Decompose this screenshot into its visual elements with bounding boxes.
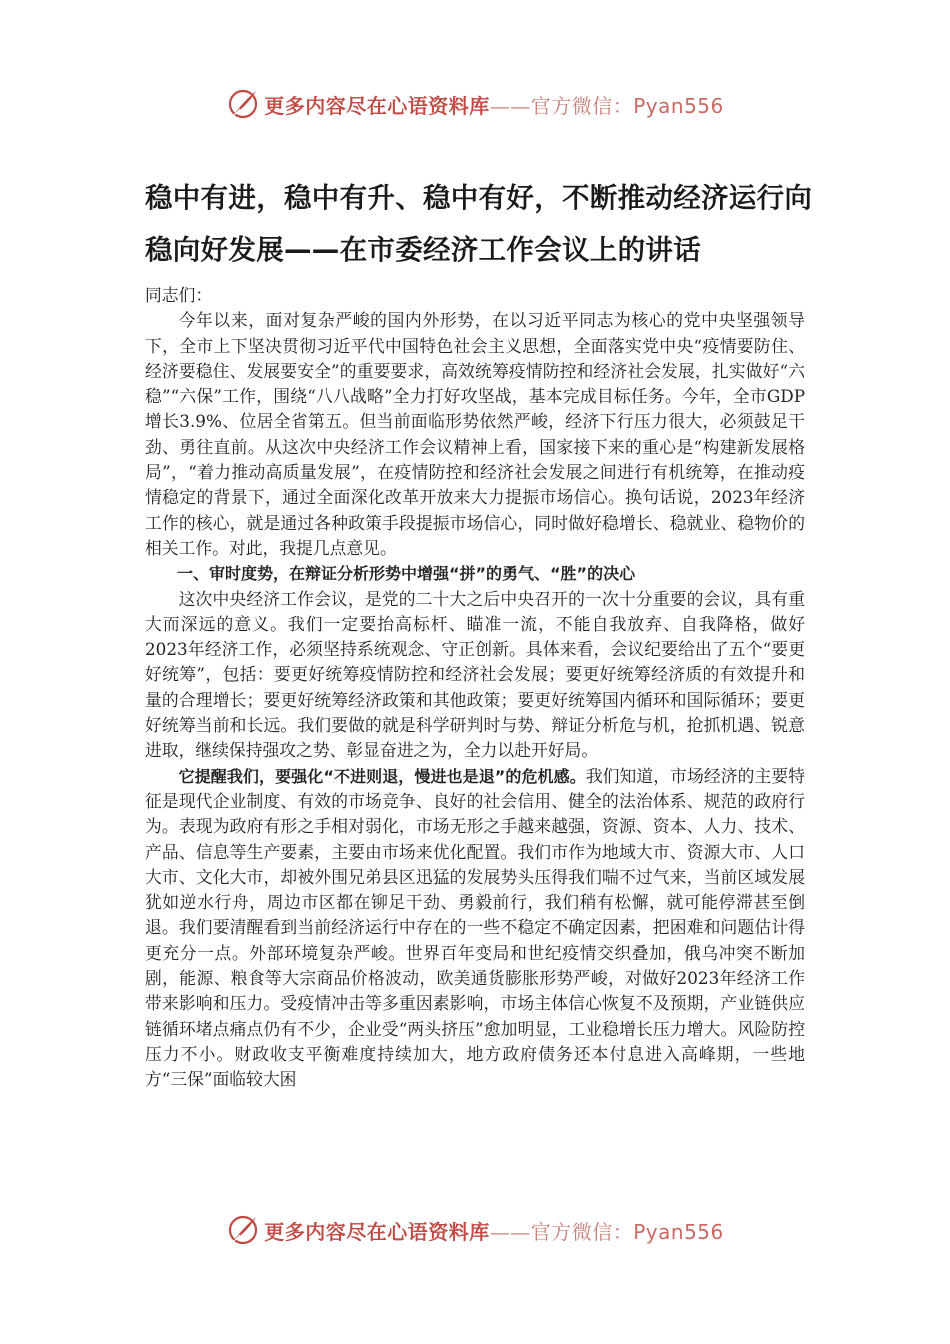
footer-banner [0,1210,950,1250]
feather-pen-logo-icon [226,87,260,121]
banner-dash: —— [489,93,531,118]
paragraph-crisis [145,764,805,1093]
paragraph-meeting: 这次中央经济工作会议，是党的二十大之后中央召开的一次十分重要的会议，具有重大而深远的意义。我们一定要抬高标杆、瞄准一流，不能自我放弃、自我降格，做好2023年经济工作，必须坚持系统观念、守正创新。具体来看，会议纪要给出了五个“要更好统筹”，包括：要更好统筹疫情防控和经济社会发展；要更好统筹经济质的有效提升和量的合理增长；要更好统筹经济政策和其他政策；要更好统筹国内循环和国际循环；要更好统筹当前和长远。我们要做的就是科学研判时与势、辩证分析危与机，抢抓机遇、锐意进取，继续保持强攻之势、彰显奋进之为，全力以赴开好局。 [145,588,805,761]
document-body [145,283,805,1093]
banner-brand: 更多内容尽在心语资料库 [264,93,490,118]
paragraph-intro: 今年以来，面对复杂严峻的国内外形势，在以习近平同志为核心的党中央坚强领导下，全市上下坚决贯彻习近平代中国特色社会主义思想，全面落实党中央“疫情要防住、经济要稳住、发展要安全”的重要要求，高效统筹疫情防控和经济社会发展，扎实做好“六稳”“六保”工作，围绕“八八战略”全力打好攻坚战，基本完成目标任务。今年，全市GDP增长3.9%、位居全省第五。但当前面临形势依然严峻，经济下行压力很大，必须鼓足干劲、勇往直前。从这次中央经济工作会议精神上看，国家接下来的重心是“构建新发展格局”，“着力推动高质量发展”，在疫情防控和经济社会发展之间进行有机统筹，在推动疫情稳定的背景下，通过全面深化改革开放来大力提振市场信心。换句话说，2023年经济工作的核心，就是通过各种政策手段提振市场信心，同时做好稳增长、稳就业、稳物价的相关工作。对此，我提几点意见。 [145,310,805,558]
document-title: 稳中有进，稳中有升、稳中有好，不断推动经济运行向稳向好发展——在市委经济工作会议上的讲话 [145,182,813,266]
section-heading-1: 一、审时度势，在辩证分析形势中增强“拼”的勇气、“胜”的决心 [177,564,636,584]
banner-text [264,90,724,119]
banner-wechat-id: Pyan556 [633,1219,724,1244]
banner-dash: —— [489,1219,531,1244]
banner-official: 官方微信： [530,93,634,118]
salutation: 同志们： [145,285,213,305]
paragraph-crisis-text: 我们知道，市场经济的主要特征是现代企业制度、有效的市场竞争、良好的社会信用、健全的法治体系、规范的政府行为。表现为政府有形之手相对弱化，市场无形之手越来越强，资源、资本、人力、技术、产品、信息等生产要素，主要由市场来优化配置。我们市作为地域大市、资源大市、人口大市、文化大市，却被外围兄弟县区迅猛的发展势头压得我们喘不过气来，当前区域发展犹如逆水行舟，周边市区都在铆足干劲、勇毅前行，我们稍有松懈，就可能停滞甚至倒退。我们要清醒看到当前经济运行中存在的一些不稳定不确定因素，把困难和问题估计得更充分一点。外部环境复杂严峻。世界百年变局和世纪疫情交织叠加，俄乌冲突不断加剧，能源、粮食等大宗商品价格波动，欧美通货膨胀形势严峻，对做好2023年经济工作带来影响和压力。受疫情冲击等多重因素影响，市场主体信心恢复不及预期，产业链供应链循环堵点痛点仍有不少，企业受“两头挤压”愈加明显，工业稳增长压力增大。风险防控压力不小。财政收支平衡难度持续加大，地方政府债务还本付息进入高峰期，一些地方“三保”面临较大困 [145,765,805,1090]
paragraph-crisis-lead: 它提醒我们，要强化“不进则退，慢进也是退”的危机感。 [178,766,586,786]
feather-pen-logo-icon [226,1213,260,1247]
header-banner [0,84,950,124]
banner-wechat-id: Pyan556 [633,93,724,118]
banner-text [264,1216,724,1245]
banner-brand: 更多内容尽在心语资料库 [264,1219,490,1244]
banner-official: 官方微信： [530,1219,634,1244]
